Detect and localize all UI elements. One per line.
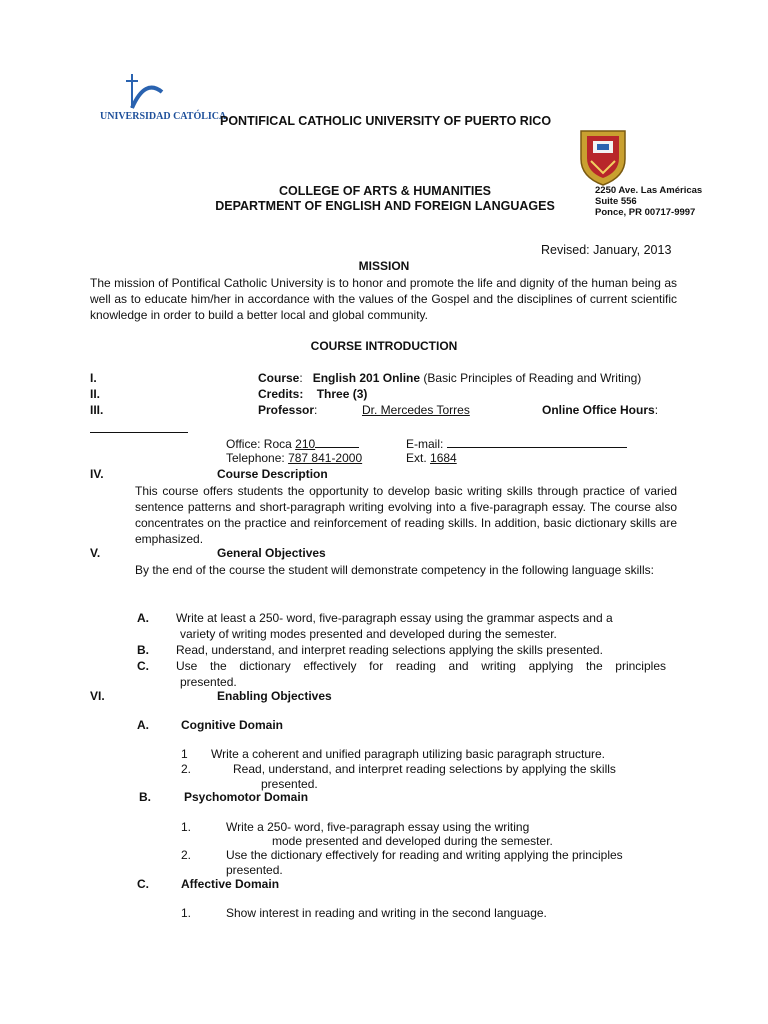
email-label: E-mail:	[406, 437, 447, 451]
objective-b-line1: Read, understand, and interpret reading selections applying the skills presented.	[176, 643, 603, 657]
general-objectives-text: By the end of the course the student will demonstrate competency in the following language skills:	[135, 563, 654, 577]
course-colon: :	[299, 371, 303, 385]
crest-icon	[578, 127, 628, 187]
roman-numeral: II.	[90, 387, 101, 401]
address-line: 2250 Ave. Las Américas	[595, 185, 703, 196]
office-value: 210	[295, 437, 316, 451]
course-description-heading: Course Description	[217, 467, 328, 481]
telephone-value: 787 841-2000	[288, 451, 363, 465]
mission-text: The mission of Pontifical Catholic University is to honor and promote the life and dignity of the human being as well as to educate him/her in accordance with the values of the Gospel and the disciplines of current scientific knowledge in order to build a better local and global community.	[90, 276, 677, 322]
email-blank	[447, 435, 627, 448]
telephone-label: Telephone:	[226, 451, 289, 465]
ext-label: Ext.	[406, 451, 431, 465]
list-number: 1.	[181, 906, 192, 920]
department-name: DEPARTMENT OF ENGLISH AND FOREIGN LANGUAGES	[215, 199, 555, 213]
office-hours	[542, 403, 658, 417]
domain-letter: B.	[139, 790, 151, 804]
office-blank	[315, 435, 359, 448]
course-label: Course	[258, 371, 300, 385]
roman-numeral: III.	[90, 403, 104, 417]
logo-brand-text: UNIVERSIDAD CATÓLICA	[100, 111, 227, 122]
office-hours-colon: :	[654, 403, 659, 417]
course-intro-heading: COURSE INTRODUCTION	[310, 339, 458, 353]
ext-line	[406, 451, 457, 465]
list-number: 2.	[181, 848, 192, 862]
office-hours-label: Online Office Hours	[542, 403, 655, 417]
course-description-text: This course offers students the opportunity to develop basic writing skills through practice of varied sentence patterns and short-paragraph writing evolving into a five-paragraph essay. The course also concentrates on the practice and reinforcement of reading skills. In addition, basic dictionary skills are emphasized.	[135, 484, 677, 546]
affective-1-text: Show interest in reading and writing in the second language.	[226, 906, 547, 920]
psychomotor-2-line1: Use the dictionary effectively for reading and writing applying the principles	[226, 848, 623, 862]
list-number: 1.	[181, 820, 192, 834]
psychomotor-1-line2: mode presented and developed during the semester.	[272, 834, 553, 848]
cognitive-2-line2: presented.	[261, 777, 318, 791]
roman-numeral: IV.	[90, 467, 104, 481]
credits-label: Credits:	[258, 387, 304, 401]
list-number: 1	[181, 747, 188, 761]
enabling-objectives-heading: Enabling Objectives	[217, 689, 332, 703]
credits-value: Three (3)	[316, 387, 368, 401]
domain-letter: C.	[137, 877, 149, 891]
objective-a-line2: variety of writing modes presented and developed during the semester.	[180, 627, 557, 641]
revised-date: Revised: January, 2013	[541, 243, 672, 257]
address	[595, 185, 725, 218]
professor-line	[258, 403, 317, 417]
office-line	[226, 435, 359, 451]
objective-c-line1: Use the dictionary effectively for reading and writing applying the principles	[176, 659, 666, 673]
objective-letter: B.	[137, 643, 149, 657]
psychomotor-1-line1: Write a 250- word, five-paragraph essay using the writing	[226, 820, 530, 834]
roman-numeral: V.	[90, 546, 101, 560]
email-line	[406, 435, 627, 451]
telephone-line	[226, 451, 362, 465]
objective-letter: C.	[137, 659, 149, 673]
psychomotor-2-line2: presented.	[226, 863, 283, 877]
college-name: COLLEGE OF ARTS & HUMANITIES	[278, 184, 492, 198]
objective-a-line1: Write at least a 250- word, five-paragraph essay using the grammar aspects and a	[176, 611, 613, 625]
domain-letter: A.	[137, 718, 149, 732]
objective-letter: A.	[137, 611, 149, 625]
course-line	[258, 371, 641, 385]
cognitive-1-text: Write a coherent and unified paragraph utilizing basic paragraph structure.	[211, 747, 606, 761]
university-logo	[100, 70, 227, 130]
university-name: PONTIFICAL CATHOLIC UNIVERSITY OF PUERTO RICO	[220, 114, 552, 128]
address-line: Suite 556	[595, 196, 637, 207]
office-label: Office: Roca	[226, 437, 296, 451]
ext-value: 1684	[430, 451, 457, 465]
mission-heading: MISSION	[358, 259, 410, 273]
professor-colon: :	[314, 403, 318, 417]
cognitive-2-line1: Read, understand, and interpret reading selections by applying the skills	[233, 762, 616, 776]
list-number: 2.	[181, 762, 192, 776]
roman-numeral: VI.	[90, 689, 105, 703]
general-objectives-heading: General Objectives	[217, 546, 326, 560]
objective-c-line2: presented.	[180, 675, 237, 689]
course-name: English 201 Online	[312, 371, 421, 385]
psychomotor-domain-heading: Psychomotor Domain	[184, 790, 309, 804]
credits-line	[258, 387, 367, 401]
address-line: Ponce, PR 00717-9997	[595, 207, 696, 218]
affective-domain-heading: Affective Domain	[181, 877, 280, 891]
cognitive-domain-heading: Cognitive Domain	[181, 718, 284, 732]
course-desc: (Basic Principles of Reading and Writing)	[420, 371, 642, 385]
office-hours-blank	[90, 419, 188, 433]
roman-numeral: I.	[90, 371, 97, 385]
professor-name: Dr. Mercedes Torres	[362, 403, 470, 417]
professor-label: Professor	[258, 403, 315, 417]
